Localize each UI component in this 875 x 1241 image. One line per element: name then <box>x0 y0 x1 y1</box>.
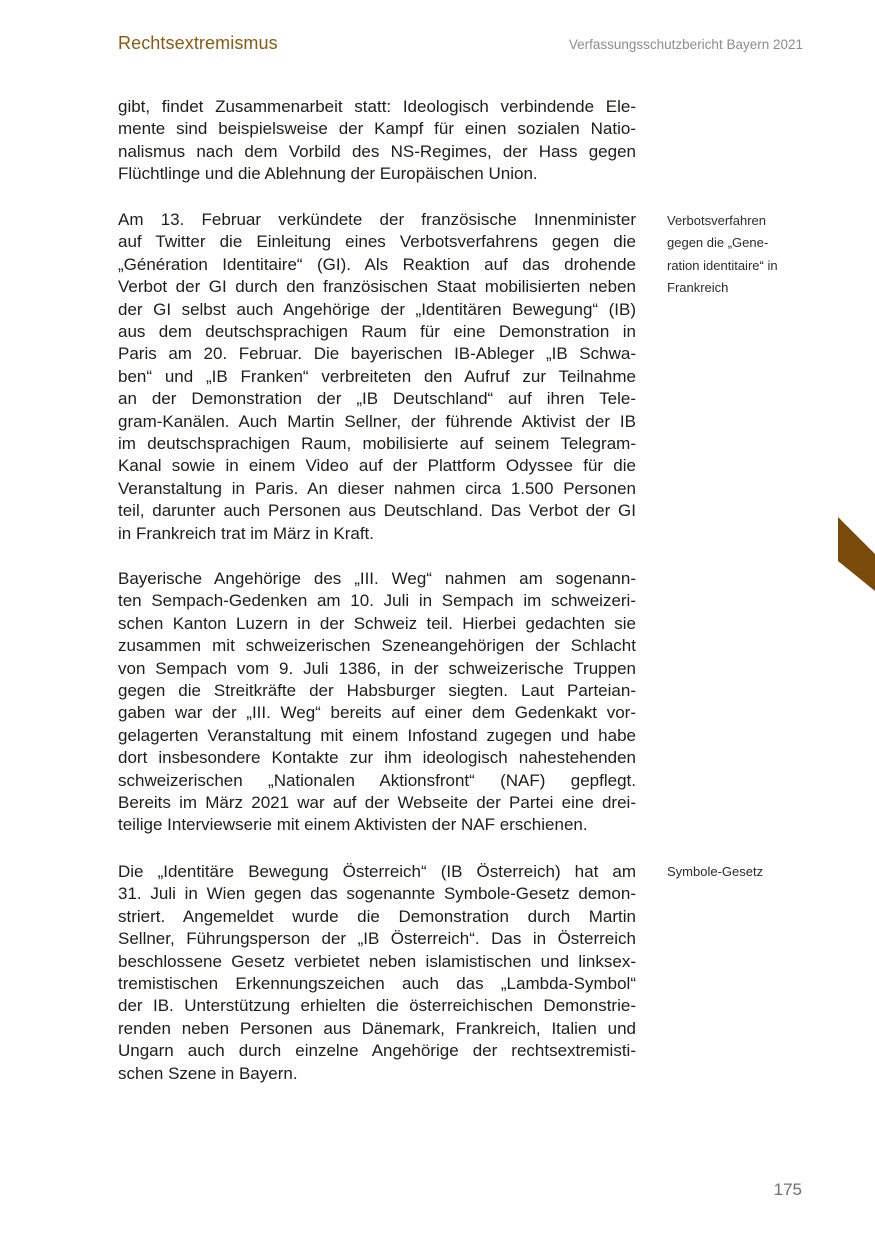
text-line: mente sind beispielsweise der Kampf für einen sozialen Natio- <box>118 119 636 139</box>
publication-title: Verfassungsschutzbericht Bayern 2021 <box>568 37 803 52</box>
text-line: auf Twitter die Einleitung eines Verbotsverfahrens gegen die <box>118 232 636 252</box>
text-line: an der Demonstration der „IB Deutschland“ auf ihren Tele- <box>118 389 636 409</box>
text-line: dort insbesondere Kontakte zur ihm ideologisch nahestehenden <box>118 748 636 768</box>
margin-note-verbotsverfahren <box>667 210 817 299</box>
body-paragraph-3 <box>118 568 636 837</box>
text-line: teilige Interviewserie mit einem Aktivisten der NAF erschienen. <box>118 815 588 835</box>
text-line: striert. Angemeldet wurde die Demonstration durch Martin <box>118 906 636 926</box>
text-line: Veranstaltung in Paris. An dieser nahmen circa 1.500 Personen <box>118 478 636 498</box>
text-line: von Sempach vom 9. Juli 1386, in der schweizerische Truppen <box>118 658 636 678</box>
text-line: Flüchtlinge und die Ablehnung der Europäischen Union. <box>118 164 538 184</box>
text-line: gram-Kanälen. Auch Martin Sellner, der führende Aktivist der IB <box>118 411 636 431</box>
text-line: im deutschsprachigen Raum, mobilisierte auf seinem Telegram- <box>118 434 636 454</box>
body-paragraph-4 <box>118 861 636 1085</box>
body-paragraph-2 <box>118 209 636 545</box>
text-line: Am 13. Februar verkündete der französische Innenminister <box>118 210 636 229</box>
text-line: Die „Identitäre Bewegung Österreich“ (IB Österreich) hat am <box>118 862 636 881</box>
text-line: der IB. Unterstützung erhielten die österreichischen Demonstrie- <box>118 996 636 1016</box>
text-line: Paris am 20. Februar. Die bayerischen IB-Ableger „IB Schwa- <box>118 344 636 364</box>
text-line: Ungarn auch durch einzelne Angehörige der rechtsextremisti- <box>118 1041 636 1061</box>
section-title: Rechtsextremismus <box>118 33 278 53</box>
text-line: zusammen mit schweizerischen Szeneangehörigen der Schlacht <box>118 636 636 656</box>
text-line: gibt, findet Zusammenarbeit statt: Ideologisch verbindende Ele- <box>118 97 636 116</box>
page-number: 175 <box>773 1180 802 1199</box>
text-line: „Génération Identitaire“ (GI). Als Reaktion auf das drohende <box>118 254 636 274</box>
text-line: in Frankreich trat im März in Kraft. <box>118 523 375 543</box>
margin-note-symbole-gesetz <box>667 861 817 883</box>
text-line: gelagerten Veranstaltung mit einem Infostand zugegen und habe <box>118 725 636 745</box>
body-paragraph-1 <box>118 96 636 186</box>
margin-note-line: Frankreich <box>667 279 729 295</box>
text-line: 31. Juli in Wien gegen das sogenannte Symbole-Gesetz demon- <box>118 884 636 904</box>
text-line: Bereits im März 2021 war auf der Webseite der Partei eine drei- <box>118 793 636 813</box>
text-line: beschlossene Gesetz verbietet neben islamistischen und linksex- <box>118 951 636 971</box>
chapter-tab-marker <box>838 517 875 591</box>
text-line: schweizerischen „Nationalen Aktionsfront“ (NAF) gepflegt. <box>118 770 636 790</box>
text-line: Sellner, Führungsperson der „IB Österreich“. Das in Österreich <box>118 929 636 949</box>
text-line: schen Kanton Luzern in der Schweiz teil. Hierbei gedachten sie <box>118 613 636 633</box>
text-line: schen Szene in Bayern. <box>118 1063 298 1083</box>
margin-note-line: gegen die „Gene- <box>667 235 769 251</box>
margin-note-line: ration identitaire“ in <box>667 257 778 273</box>
text-line: gegen die Streitkräfte der Habsburger siegten. Laut Parteian- <box>118 681 636 701</box>
text-line: Bayerische Angehörige des „III. Weg“ nahmen am sogenann- <box>118 569 636 588</box>
text-line: Verbot der GI durch den französischen Staat mobilisierten neben <box>118 277 636 297</box>
text-line: der GI selbst auch Angehörige der „Identitären Bewegung“ (IB) <box>118 299 636 319</box>
text-line: teil, darunter auch Personen aus Deutschland. Das Verbot der GI <box>118 501 636 521</box>
text-line: renden neben Personen aus Dänemark, Frankreich, Italien und <box>118 1018 636 1038</box>
text-line: gaben war der „III. Weg“ bereits auf einer dem Gedenkakt vor- <box>118 703 636 723</box>
margin-note-line: Verbotsverfahren <box>667 213 767 228</box>
text-line: tremistischen Erkennungszeichen auch das „Lambda-Symbol“ <box>118 974 636 994</box>
text-line: Kanal sowie in einem Video auf der Plattform Odyssee für die <box>118 456 636 476</box>
text-line: nalismus nach dem Vorbild des NS-Regimes, der Hass gegen <box>118 141 636 161</box>
text-line: ben“ und „IB Franken“ verbreiteten den Aufruf zur Teilnahme <box>118 366 636 386</box>
margin-note-line: Symbole-Gesetz <box>667 864 764 879</box>
text-line: aus dem deutschsprachigen Raum für eine Demonstration in <box>118 322 636 342</box>
text-line: ten Sempach-Gedenken am 10. Juli in Sempach im schweizeri- <box>118 591 636 611</box>
